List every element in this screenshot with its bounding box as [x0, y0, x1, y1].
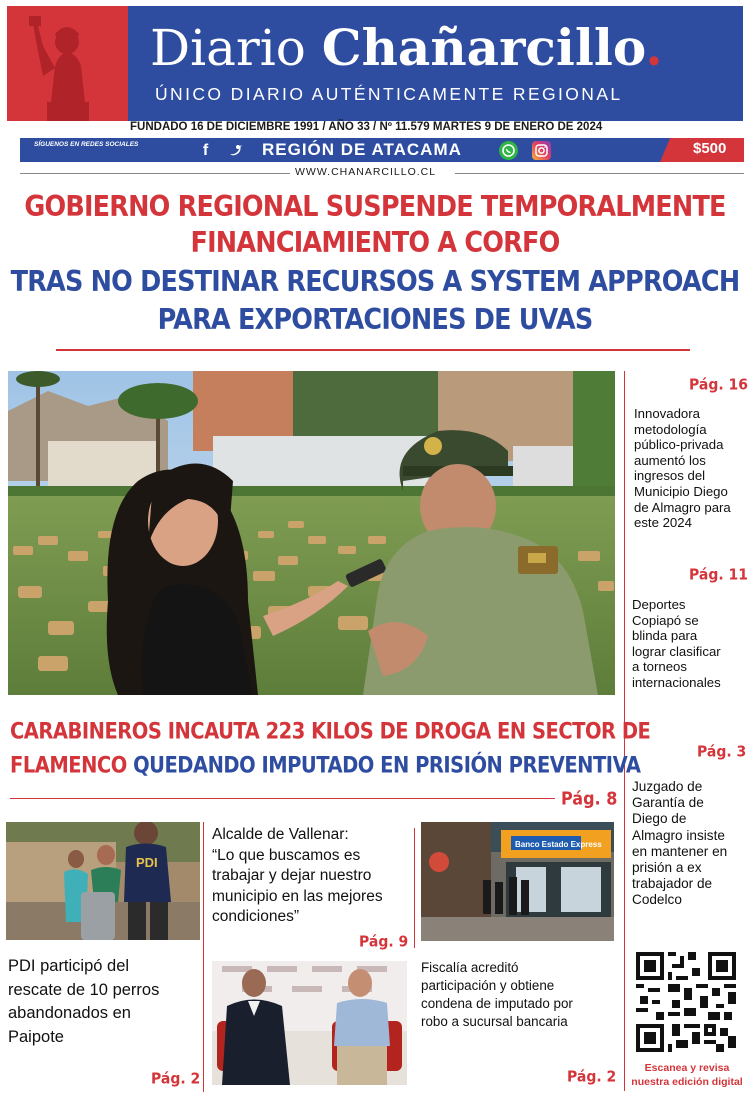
follow-label: SÍGUENOS EN REDES SOCIALES — [34, 141, 139, 148]
twitter-icon[interactable] — [226, 141, 245, 160]
headline-line-4[interactable]: PARA EXPORTACIONES DE UVAS — [157, 303, 593, 337]
vallenar-line: trabajar y dejar nuestro — [212, 867, 372, 884]
pdi-story-line: Paipote — [8, 1027, 64, 1046]
title-dot: . — [645, 18, 663, 77]
newspaper-title[interactable] — [150, 18, 720, 78]
main-story-page[interactable]: Pág. 8 — [561, 788, 618, 809]
fiscalia-line: robo a sucursal bancaria — [421, 1014, 568, 1029]
pdi-story[interactable] — [8, 955, 208, 1049]
bank-photo[interactable] — [421, 822, 614, 941]
sidebar-2-story[interactable] — [632, 597, 746, 691]
sidebar-1-line: de Almagro para — [634, 499, 731, 515]
headline-flamenco: FLAMENCO — [10, 752, 127, 779]
url-divider-right — [455, 173, 744, 174]
vallenar-line: municipio en las mejores — [212, 887, 383, 905]
website-link[interactable]: WWW.CHANARCILLO.CL — [295, 166, 437, 178]
whatsapp-icon[interactable] — [499, 141, 518, 160]
pdi-photo[interactable] — [6, 822, 200, 940]
tagline: ÚNICO DIARIO AUTÉNTICAMENTE REGIONAL — [155, 84, 623, 104]
headline-line-2[interactable]: FINANCIAMIENTO A CORFO — [190, 226, 560, 260]
region-label: REGIÓN DE ATACAMA — [262, 140, 462, 159]
headline-prison: QUEDANDO IMPUTADO EN PRISIÓN PREVENTIVA — [126, 752, 641, 779]
vallenar-story[interactable] — [212, 825, 412, 928]
sidebar-3-line: Juzgado de — [632, 779, 703, 794]
headline-line-3[interactable]: TRAS NO DESTINAR RECURSOS A SYSTEM APPROACH — [10, 265, 740, 299]
drug-seizure-headline-line-2[interactable] — [10, 752, 640, 778]
main-story-photo[interactable] — [8, 371, 615, 695]
headline-line-1[interactable]: GOBIERNO REGIONAL SUSPENDE TEMPORALMENTE — [24, 190, 726, 224]
fiscalia-story[interactable] — [421, 959, 621, 1031]
fiscalia-line: Fiscalía acreditó — [421, 960, 519, 975]
fiscalia-line: participación y obtiene — [421, 978, 555, 993]
pdi-story-line: rescate de 10 perros — [8, 980, 160, 999]
issue-info: FUNDADO 16 DE DICIEMBRE 1991 / AÑO 33 / Nº 11.579 MARTES 9 DE ENERO DE 2024 — [130, 121, 603, 133]
sidebar-2-line: internacionales — [632, 674, 721, 690]
url-divider-left — [20, 173, 290, 174]
vallenar-line: Alcalde de Vallenar: — [212, 826, 349, 843]
sidebar-1-line: aumentó los — [634, 452, 706, 468]
sidebar-3-page[interactable]: Pág. 3 — [697, 743, 747, 761]
sidebar-1-line: Municipio Diego — [634, 483, 728, 499]
vallenar-photo[interactable] — [212, 961, 407, 1085]
qr-code[interactable] — [636, 952, 736, 1052]
sidebar-3-line: Codelco — [632, 892, 682, 908]
sidebar-1-line: ingresos del — [634, 468, 706, 484]
sidebar-3-line: prisión a ex — [632, 860, 702, 876]
sidebar-2-line: a torneos — [632, 659, 687, 675]
qr-caption-line-1: Escanea y revisa — [644, 1062, 730, 1074]
sidebar-3-line: Garantía de — [632, 795, 704, 811]
qr-caption-line-2: nuestra edición digital — [631, 1076, 743, 1088]
sidebar-1-line: este 2024 — [634, 515, 692, 531]
price: $500 — [693, 140, 727, 157]
sidebar-1-line: Innovadora — [634, 406, 700, 421]
sidebar-2-line: Deportes — [632, 597, 686, 612]
sidebar-1-line: metodología — [634, 421, 707, 437]
sidebar-3-line: en mantener en — [632, 843, 728, 859]
vallenar-line: condiciones” — [212, 908, 300, 925]
vallenar-line: “Lo que buscamos es — [212, 846, 361, 864]
fiscalia-page[interactable]: Pág. 2 — [567, 1068, 617, 1086]
title-diario: Diario — [150, 19, 322, 77]
pdi-story-line: abandonados en — [8, 1004, 131, 1022]
pdi-story-line: PDI participó del — [8, 957, 130, 975]
sidebar-3-story[interactable] — [632, 779, 746, 909]
qr-caption — [626, 1061, 748, 1089]
drug-seizure-headline-line-1[interactable]: CARABINEROS INCAUTA 223 KILOS DE DROGA EN SECTOR DE — [10, 718, 651, 745]
headline-divider — [56, 349, 690, 351]
sidebar-1-story[interactable] — [634, 406, 746, 531]
sidebar-3-line: trabajador de — [632, 876, 713, 892]
fiscalia-line: condena de imputado por — [421, 996, 573, 1011]
facebook-icon[interactable]: f — [196, 141, 215, 160]
pdi-vest-text: PDI — [136, 855, 158, 870]
sidebar-3-line: Diego de — [632, 811, 687, 827]
sidebar-2-line: Copiapó se — [632, 612, 699, 628]
masthead-emblem-panel — [7, 6, 128, 121]
bank-sign-text: Banco Estado Express — [515, 840, 602, 849]
instagram-icon[interactable] — [532, 141, 551, 160]
sidebar-2-line: blinda para — [632, 628, 698, 644]
sidebar-1-line: público-privada — [634, 437, 724, 453]
vallenar-page[interactable]: Pág. 9 — [359, 933, 409, 951]
sidebar-2-line: lograr clasificar — [632, 643, 721, 659]
sidebar-2-page[interactable]: Pág. 11 — [689, 566, 749, 584]
pdi-page[interactable]: Pág. 2 — [151, 1070, 201, 1088]
title-chanarcillo: Chañarcillo — [321, 18, 646, 77]
column-divider-1 — [203, 822, 204, 1092]
sidebar-3-line: Almagro insiste — [632, 827, 725, 843]
column-divider-2 — [414, 828, 415, 948]
statue-emblem — [7, 6, 128, 121]
main-story-divider — [10, 798, 555, 799]
sidebar-1-page[interactable]: Pág. 16 — [689, 376, 749, 394]
